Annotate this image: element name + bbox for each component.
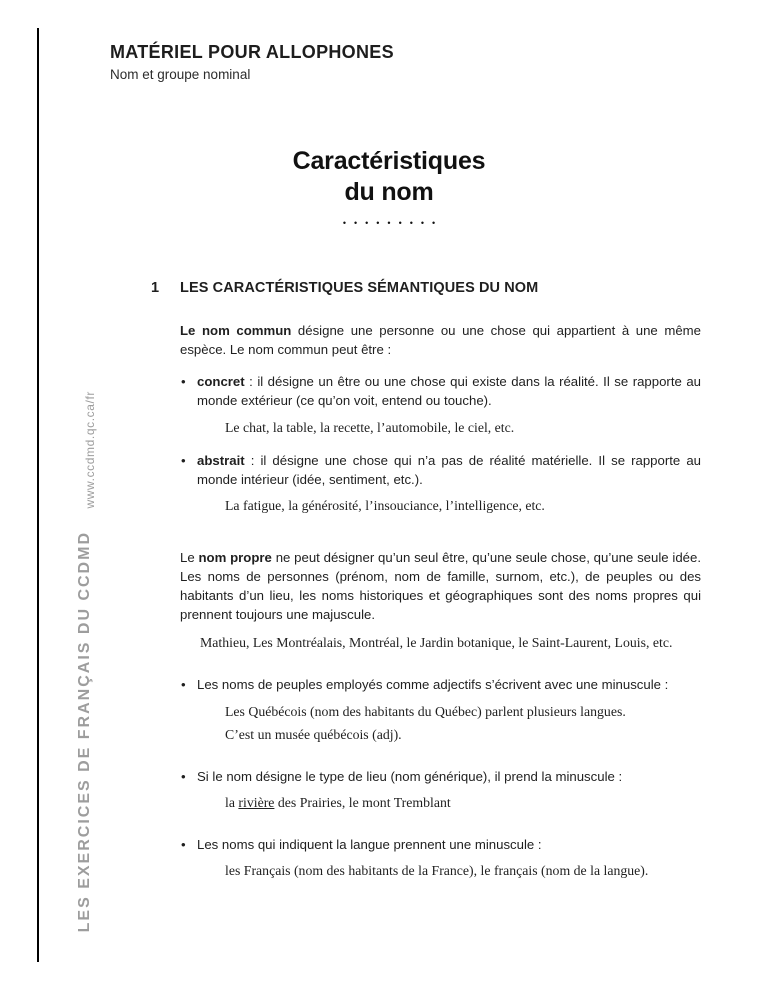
examples-rule-lieu bbox=[225, 793, 701, 813]
example-line bbox=[225, 793, 701, 813]
proper-noun-text: ne peut désigner qu’un seul être, qu’une seule chose, qu’une seule idée. Les noms de personnes (prénom, nom de famille, surnom, etc.), de peuples ou des habitants d’un lieu, les noms historiques et géographiques sont des noms propres qui prennent toujours une majuscule. bbox=[180, 549, 701, 623]
header-subtitle: Nom et groupe nominal bbox=[110, 67, 251, 82]
doc-title bbox=[139, 146, 639, 209]
bullet-concret bbox=[180, 372, 701, 410]
examples-rule-langue bbox=[225, 861, 701, 881]
example-proper-noun: Mathieu, Les Montréalais, Montréal, le Jardin botanique, le Saint-Laurent, Louis, etc. bbox=[200, 635, 673, 651]
example-lieu-post: des Prairies, le mont Tremblant bbox=[274, 794, 451, 810]
rule-lieu-text: Si le nom désigne le type de lieu (nom générique), il prend la minuscule : bbox=[197, 768, 623, 784]
proper-noun-bold: nom propre bbox=[198, 549, 272, 565]
sidebar-url: www.ccdmd.qc.ca/fr bbox=[83, 390, 97, 508]
rule-peuples-text: Les noms de peuples employés comme adjectifs s’écrivent avec une minuscule : bbox=[197, 677, 669, 693]
bullet-abstrait-text: : il désigne une chose qui n’a pas de réalité matérielle. Il se rapporte au monde intérieur (idée, sentiment, etc.). bbox=[197, 452, 701, 487]
section-heading bbox=[151, 278, 701, 299]
bullet-rule-lieu bbox=[180, 767, 701, 786]
example-abstrait: La fatigue, la générosité, l’insouciance, l’intelligence, etc. bbox=[225, 497, 545, 513]
example-line: C’est un musée québécois (adj). bbox=[225, 726, 402, 742]
section-title: LES CARACTÉRISTIQUES SÉMANTIQUES DU NOM bbox=[180, 280, 539, 296]
bullet-abstrait bbox=[180, 451, 701, 489]
bullet-rule-peuples bbox=[180, 675, 701, 694]
page-header bbox=[110, 42, 394, 82]
intro-lead-bold: Le nom commun bbox=[180, 323, 292, 339]
example-lieu-underlined: rivière bbox=[238, 794, 275, 810]
proper-noun-pre: Le bbox=[180, 549, 199, 565]
proper-noun-paragraph bbox=[180, 548, 701, 625]
doc-title-line2: du nom bbox=[344, 178, 434, 207]
doc-title-block bbox=[139, 146, 639, 228]
section-number: 1 bbox=[151, 280, 160, 296]
rule-langue-text: Les noms qui indiquent la langue prennent une minuscule : bbox=[197, 836, 542, 852]
bullet-concret-text: : il désigne un être ou une chose qui existe dans la réalité. Il se rapporte au monde extérieur (ce qu’on voit, entend ou touche). bbox=[197, 374, 701, 409]
example-line: Les Québécois (nom des habitants du Québec) parlent plusieurs langues. bbox=[225, 703, 626, 719]
main-content bbox=[151, 278, 701, 881]
title-dots-ornament: ••••••••• bbox=[342, 217, 444, 228]
doc-title-line1: Caractéristiques bbox=[292, 147, 486, 175]
bullet-rule-langue bbox=[180, 835, 701, 854]
bullet-concret-term: concret bbox=[197, 374, 245, 390]
example-concret: Le chat, la table, la recette, l’automobile, le ciel, etc. bbox=[225, 419, 515, 435]
example-lieu-pre: la bbox=[225, 794, 239, 810]
left-edge-rule bbox=[37, 28, 39, 962]
header-title: MATÉRIEL POUR ALLOPHONES bbox=[110, 42, 394, 62]
examples-rule-peuples bbox=[225, 702, 701, 745]
bullet-abstrait-term: abstrait bbox=[197, 452, 245, 468]
example-line: les Français (nom des habitants de la France), le français (nom de la langue). bbox=[225, 862, 649, 878]
intro-paragraph bbox=[180, 321, 701, 359]
sidebar-series-title: LES EXERCICES DE FRANÇAIS DU CCDMD bbox=[76, 530, 93, 932]
intro-text: désigne une personne ou une chose qui appartient à une même espèce. Le nom commun peut être : bbox=[180, 323, 701, 358]
